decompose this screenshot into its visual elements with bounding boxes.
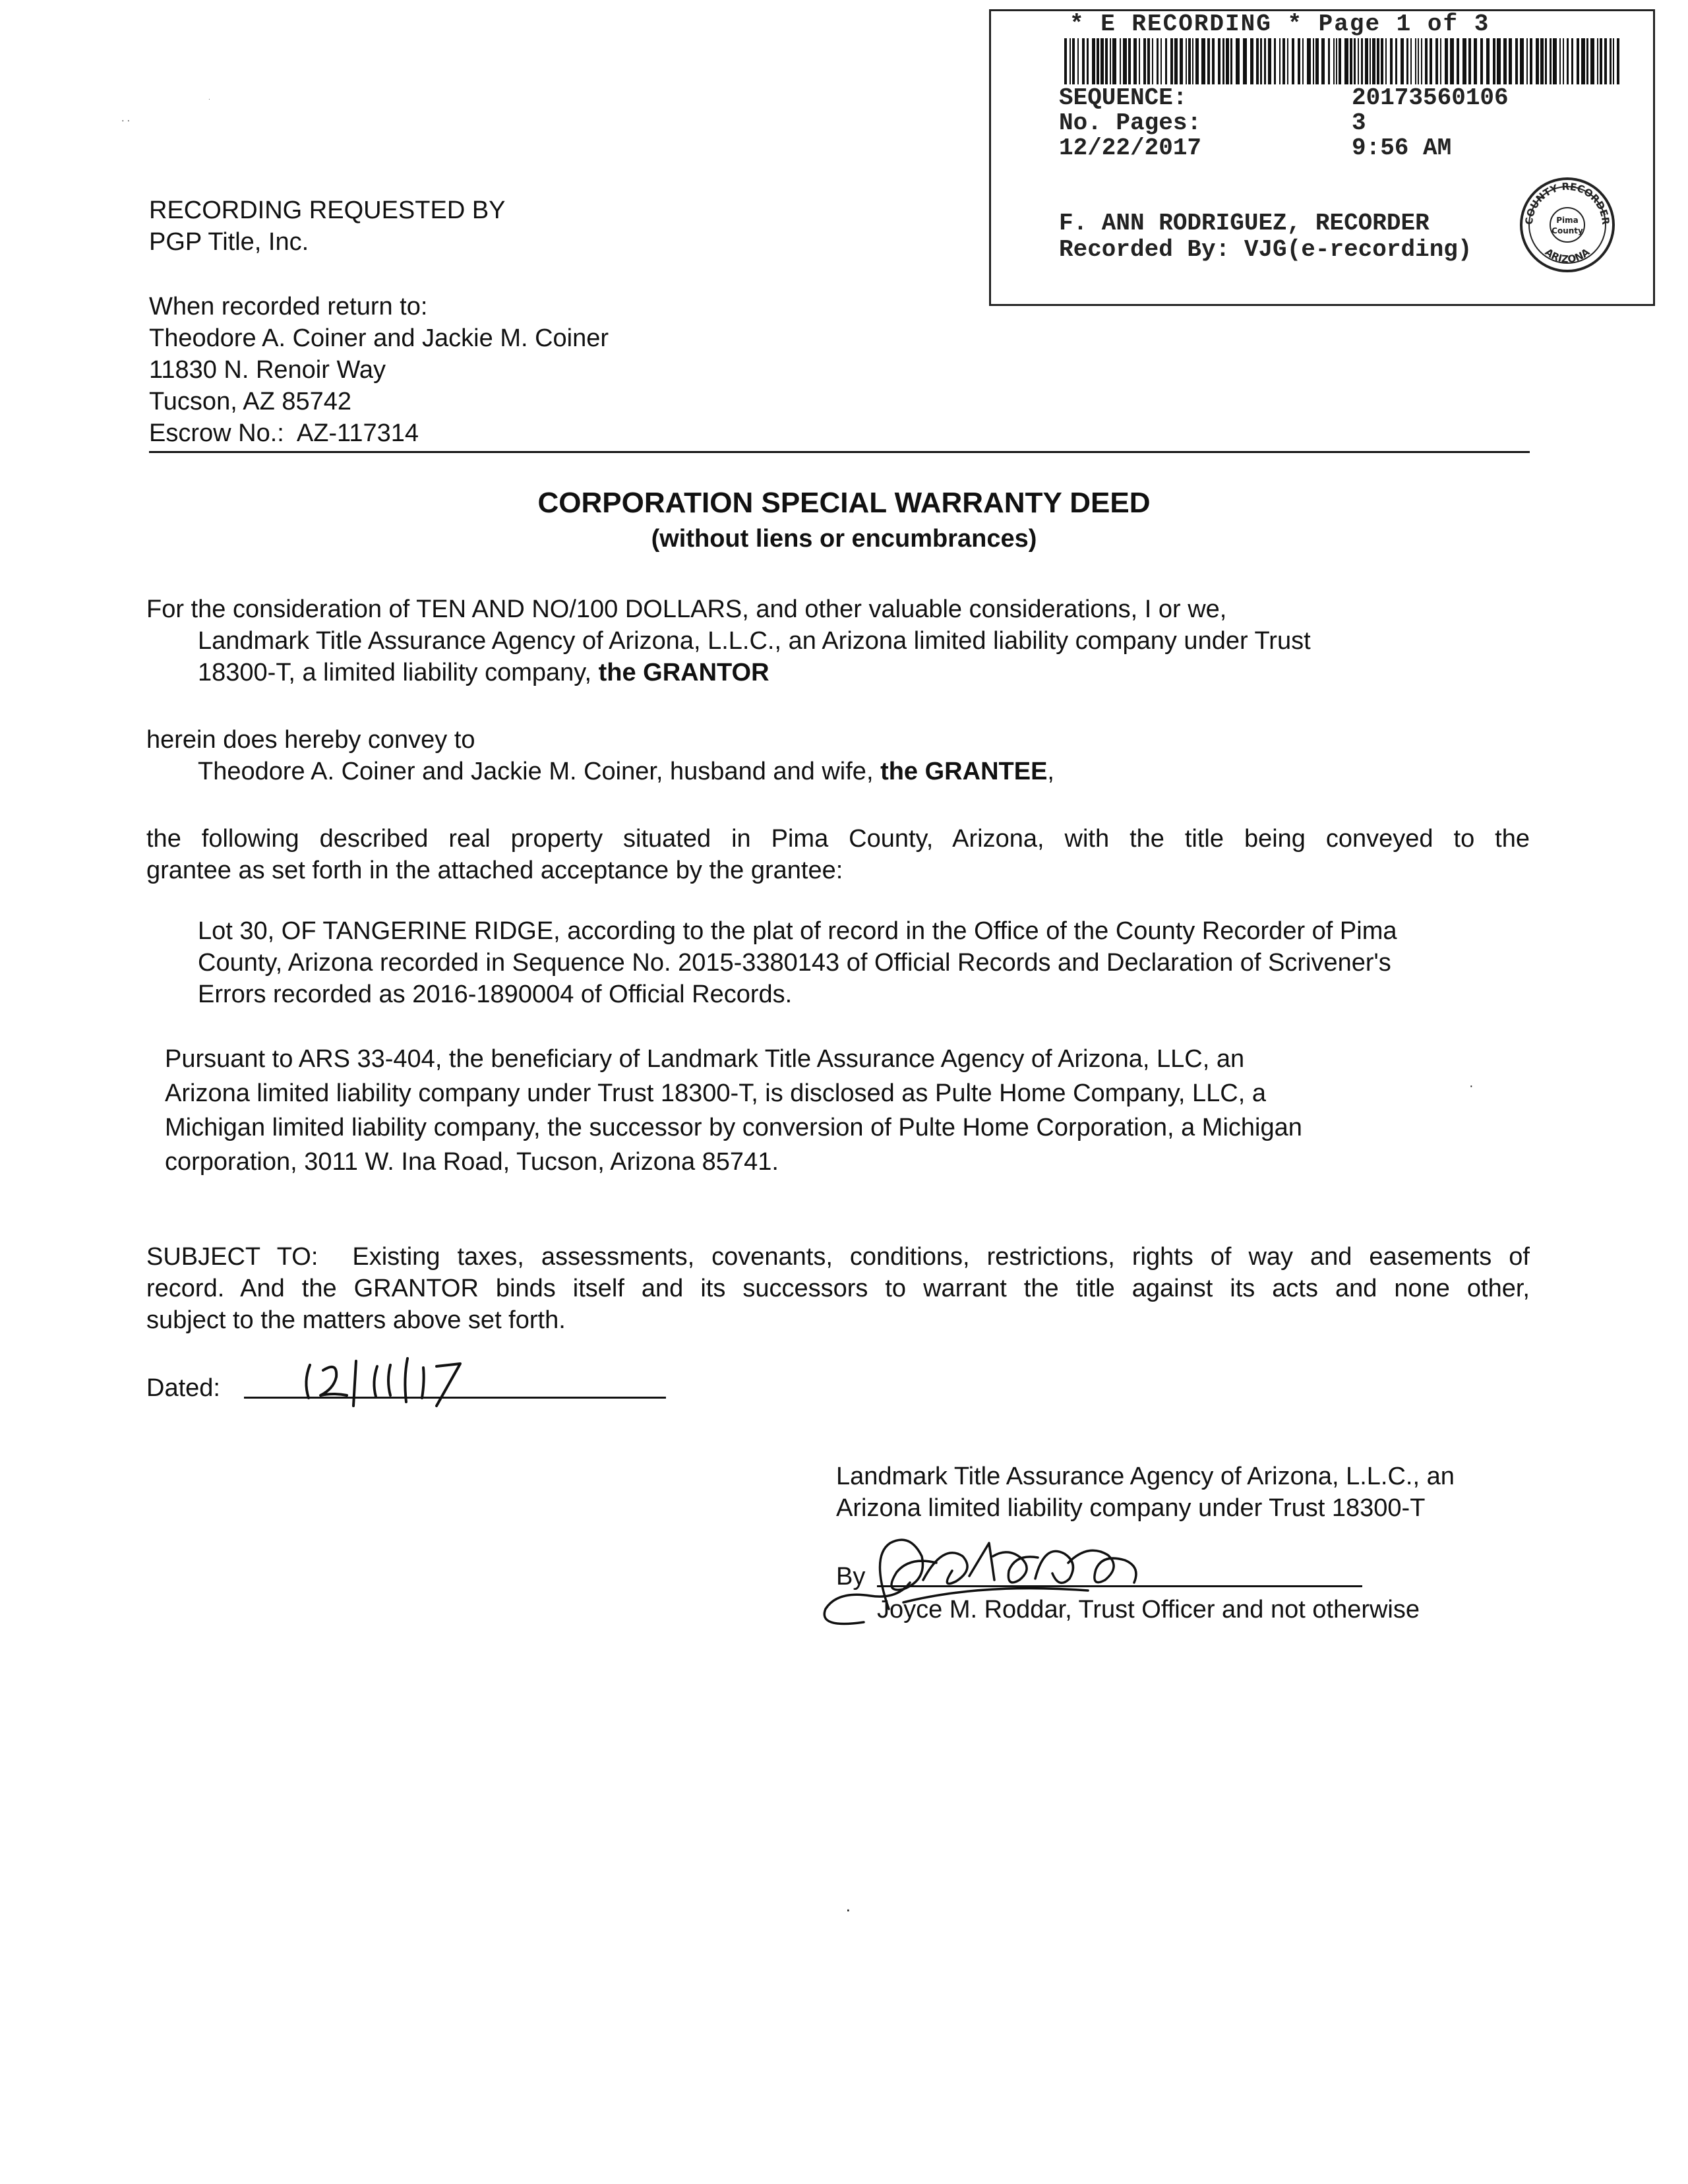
barcode-bar	[1307, 38, 1311, 84]
svg-text:County: County	[1552, 226, 1583, 235]
barcode-bar	[1497, 38, 1501, 84]
barcode-bar	[1207, 38, 1210, 84]
barcode-bar	[1365, 38, 1368, 84]
barcode-bar	[1192, 38, 1193, 84]
legal-description-line: Lot 30, OF TANGERINE RIDGE, according to the plat of record in the Office of the County Recorder of Pima	[198, 917, 1397, 945]
record-date: 12/22/2017	[1059, 135, 1202, 162]
by-label: By	[836, 1563, 866, 1591]
barcode-bar	[1097, 38, 1099, 84]
barcode-bar	[1358, 38, 1359, 84]
barcode-bar	[1313, 38, 1314, 84]
barcode-bar	[1152, 38, 1153, 84]
barcode-bar	[1128, 38, 1131, 84]
barcode-bar	[1218, 38, 1221, 84]
barcode-bar	[1553, 38, 1557, 84]
grantor-line	[198, 655, 769, 690]
barcode-bar	[1222, 38, 1224, 84]
handwritten-signature	[811, 1517, 1207, 1642]
barcode-bar	[1430, 38, 1432, 84]
barcode-bar	[1188, 38, 1191, 84]
grantee-comma: ,	[1047, 758, 1054, 785]
speck: ·	[845, 1899, 851, 1919]
sequence-label: SEQUENCE:	[1059, 84, 1188, 111]
return-to-street: 11830 N. Renoir Way	[149, 356, 386, 384]
barcode-bar	[1370, 38, 1371, 84]
barcode-bar	[1082, 38, 1085, 84]
recording-requested-by: RECORDING REQUESTED BY	[149, 197, 506, 224]
barcode-bar	[1100, 38, 1104, 84]
barcode-bar	[1421, 38, 1422, 84]
barcode-bar	[1279, 38, 1281, 84]
barcode-bar	[1160, 38, 1162, 84]
barcode-bar	[1597, 38, 1598, 84]
barcode-bar	[1328, 38, 1330, 84]
barcode-bar	[1372, 38, 1375, 84]
property-intro-line: the following described real property situated in Pima County, Arizona, with the title being conveyed to the	[146, 825, 1530, 853]
barcode-bar	[1435, 38, 1438, 84]
deed-subtitle: (without liens or encumbrances)	[651, 525, 1037, 553]
dated-label: Dated:	[146, 1374, 220, 1402]
svg-text:COUNTY RECORDER: COUNTY RECORDER	[1522, 180, 1612, 226]
barcode-bar	[1321, 38, 1325, 84]
barcode-bar	[1180, 38, 1183, 84]
barcode-bar	[1195, 38, 1199, 84]
barcode-bar	[1445, 38, 1448, 84]
barcode-bar	[1381, 38, 1383, 84]
property-intro-line: grantee as set forth in the attached acceptance by the grantee:	[146, 857, 843, 884]
requesting-company: PGP Title, Inc.	[149, 228, 309, 256]
grantor-text: 18300-T, a limited liability company,	[198, 659, 599, 686]
barcode-bar	[1243, 38, 1247, 84]
barcode-bar	[1410, 38, 1412, 84]
signature-entity-line: Arizona limited liability company under Trust 18300-T	[836, 1494, 1426, 1522]
return-to-names: Theodore A. Coiner and Jackie M. Coiner	[149, 324, 609, 352]
barcode-bar	[1390, 38, 1393, 84]
barcode-bar	[1287, 38, 1288, 84]
barcode-bar	[1425, 38, 1428, 84]
subject-to-line: subject to the matters above set forth.	[146, 1306, 566, 1334]
barcode-bar	[1530, 38, 1532, 84]
barcode-bar	[1520, 38, 1524, 84]
pursuant-line: Pursuant to ARS 33-404, the beneficiary of Landmark Title Assurance Agency of Arizona, LLC, an	[165, 1045, 1245, 1073]
barcode-bar	[1440, 38, 1441, 84]
return-to-label: When recorded return to:	[149, 293, 428, 320]
barcode-bar	[1503, 38, 1507, 84]
barcode-bar	[1072, 38, 1075, 84]
barcode-bar	[1064, 38, 1067, 84]
barcode-bar	[1230, 38, 1232, 84]
barcode-bar	[1486, 38, 1490, 84]
speck: ·	[1469, 1079, 1474, 1093]
barcode-bar	[1344, 38, 1348, 84]
barcode-bar	[1559, 38, 1561, 84]
barcode-bar	[1170, 38, 1173, 84]
barcode-bar	[1087, 38, 1089, 84]
barcode-bar	[1480, 38, 1483, 84]
barcode-bar	[1468, 38, 1471, 84]
barcode-bar	[1302, 38, 1304, 84]
grantee-line	[198, 754, 1054, 789]
barcode-bar	[1462, 38, 1466, 84]
barcode-bar	[1070, 38, 1071, 84]
pages-label: No. Pages:	[1059, 109, 1202, 136]
barcode-bar	[1361, 38, 1363, 84]
grantee-role: the GRANTEE	[880, 758, 1048, 785]
svg-text:ARIZONA: ARIZONA	[1542, 246, 1592, 266]
record-time: 9:56 AM	[1352, 135, 1452, 162]
barcode-bar	[1282, 38, 1285, 84]
barcode-bar	[1617, 38, 1619, 84]
barcode-bar	[1186, 38, 1187, 84]
barcode-bar	[1336, 38, 1337, 84]
barcode-bar	[1590, 38, 1594, 84]
barcode-bar	[1571, 38, 1573, 84]
barcode-bar	[1298, 38, 1300, 84]
barcode-bar	[1604, 38, 1607, 84]
subject-to-line: SUBJECT TO: Existing taxes, assessments, covenants, conditions, restrictions, rights of way and easements of	[146, 1243, 1530, 1271]
barcode-bar	[1264, 38, 1266, 84]
barcode-bar	[1250, 38, 1253, 84]
barcode-bar	[1105, 38, 1108, 84]
recorded-by: Recorded By: VJG(e-recording)	[1059, 236, 1472, 263]
barcode-bar	[1377, 38, 1379, 84]
barcode-bar	[1415, 38, 1416, 84]
barcode-bar	[1236, 38, 1240, 84]
barcode-bar	[1613, 38, 1614, 84]
barcode-bar	[1120, 38, 1121, 84]
barcode-bar	[1174, 38, 1178, 84]
grantee-text: Theodore A. Coiner and Jackie M. Coiner, husband and wife,	[198, 758, 881, 785]
svg-text:Pima: Pima	[1556, 216, 1579, 225]
barcode-bar	[1274, 38, 1276, 84]
barcode-bar	[1515, 38, 1518, 84]
barcode-bar	[1395, 38, 1397, 84]
barcode-bar	[1450, 38, 1454, 84]
barcode-bar	[1418, 38, 1419, 84]
barcode-bar	[1457, 38, 1459, 84]
barcode-bar	[1339, 38, 1341, 84]
barcode-bar	[1526, 38, 1528, 84]
barcode-bar	[1110, 38, 1111, 84]
county-seal	[1518, 175, 1617, 274]
deed-title: CORPORATION SPECIAL WARRANTY DEED	[537, 487, 1151, 519]
return-to-city: Tucson, AZ 85742	[149, 388, 352, 415]
pursuant-line: Michigan limited liability company, the successor by conversion of Pulte Home Corporation, a Michigan	[165, 1114, 1302, 1141]
escrow-number: Escrow No.: AZ-117314	[149, 419, 419, 447]
barcode-bar	[1350, 38, 1352, 84]
barcode-bar	[1586, 38, 1588, 84]
barcode-bar	[1226, 38, 1229, 84]
barcode	[1064, 38, 1622, 84]
barcode-bar	[1143, 38, 1146, 84]
barcode-bar	[1123, 38, 1127, 84]
barcode-bar	[1165, 38, 1167, 84]
barcode-bar	[1157, 38, 1159, 84]
sequence-value: 20173560106	[1352, 84, 1509, 111]
barcode-bar	[1133, 38, 1137, 84]
barcode-bar	[1077, 38, 1079, 84]
grantor-role: the GRANTOR	[598, 659, 769, 686]
barcode-bar	[1112, 38, 1116, 84]
barcode-bar	[1545, 38, 1547, 84]
barcode-bar	[1092, 38, 1095, 84]
barcode-bar	[1567, 38, 1569, 84]
pages-value: 3	[1352, 109, 1366, 136]
barcode-bar	[1354, 38, 1356, 84]
convey-line: herein does hereby convey to	[146, 726, 475, 754]
barcode-bar	[1563, 38, 1564, 84]
barcode-bar	[1147, 38, 1150, 84]
barcode-bar	[1581, 38, 1585, 84]
barcode-bar	[1536, 38, 1539, 84]
handwritten-date	[290, 1352, 488, 1409]
barcode-bar	[1600, 38, 1602, 84]
header-divider	[149, 451, 1530, 453]
barcode-bar	[1260, 38, 1262, 84]
speck: · ·	[121, 115, 131, 125]
stamp-header: * E RECORDING * Page 1 of 3	[1070, 11, 1490, 38]
barcode-bar	[1610, 38, 1612, 84]
barcode-bar	[1406, 38, 1408, 84]
signature-entity-line: Landmark Title Assurance Agency of Arizona, L.L.C., an	[836, 1463, 1455, 1490]
barcode-bar	[1292, 38, 1294, 84]
barcode-bar	[1139, 38, 1140, 84]
barcode-bar	[1493, 38, 1495, 84]
pursuant-line: Arizona limited liability company under Trust 18300-T, is disclosed as Pulte Home Company, LLC, a	[165, 1079, 1266, 1107]
grantor-line: Landmark Title Assurance Agency of Arizona, L.L.C., an Arizona limited liability company under Trust	[198, 627, 1311, 655]
barcode-bar	[1474, 38, 1477, 84]
barcode-bar	[1256, 38, 1259, 84]
barcode-bar	[1385, 38, 1387, 84]
barcode-bar	[1333, 38, 1335, 84]
barcode-bar	[1201, 38, 1205, 84]
legal-description-line: County, Arizona recorded in Sequence No. 2015-3380143 of Official Records and Declaration of Scrivener's	[198, 949, 1391, 977]
barcode-bar	[1577, 38, 1579, 84]
barcode-bar	[1550, 38, 1552, 84]
pursuant-line: corporation, 3011 W. Ina Road, Tucson, Arizona 85741.	[165, 1148, 779, 1176]
barcode-bar	[1268, 38, 1271, 84]
barcode-bar	[1212, 38, 1215, 84]
barcode-bar	[1509, 38, 1512, 84]
speck: ·	[208, 96, 210, 102]
barcode-bar	[1401, 38, 1404, 84]
legal-description-line: Errors recorded as 2016-1890004 of Official Records.	[198, 981, 793, 1008]
consideration-line: For the consideration of TEN AND NO/100 DOLLARS, and other valuable considerations, I or we,	[146, 595, 1227, 623]
recorder-name: F. ANN RODRIGUEZ, RECORDER	[1059, 210, 1430, 237]
signer-name: Joyce M. Roddar, Trust Officer and not otherwise	[877, 1596, 1420, 1623]
barcode-bar	[1540, 38, 1544, 84]
subject-to-line: record. And the GRANTOR binds itself and its successors to warrant the title against its acts and none other,	[146, 1275, 1530, 1302]
barcode-bar	[1315, 38, 1319, 84]
